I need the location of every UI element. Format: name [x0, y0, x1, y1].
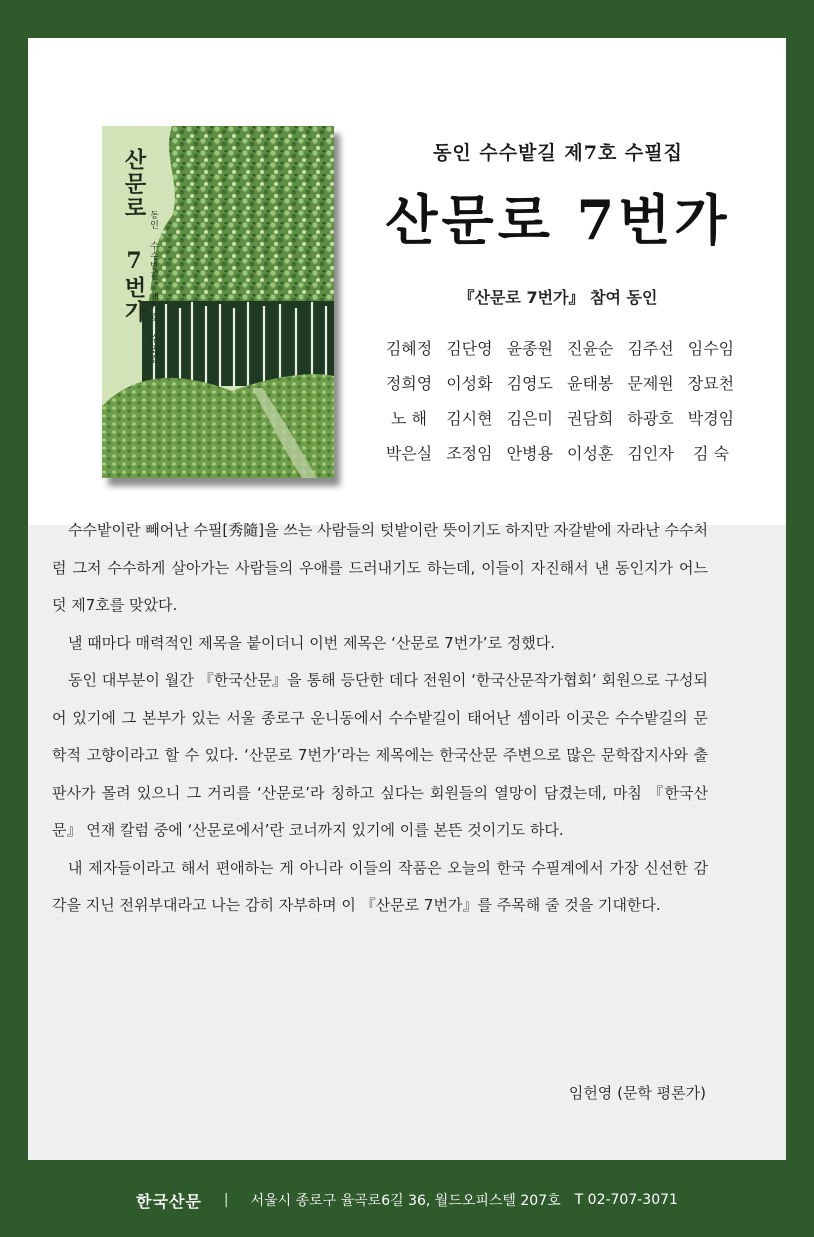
member-name: 김시현	[446, 409, 493, 428]
footer	[0, 1180, 814, 1220]
member-name: 김은미	[506, 409, 553, 428]
review-paragraph: 내 제자들이라고 해서 편애하는 게 아니라 이들의 작품은 오늘의 한국 수필계에서 가장 신선한 감각을 지닌 전위부대라고 나는 감히 자부하며 이 『산문로 7번가』를 주목해 줄 것을 기대한다.	[52, 858, 708, 914]
member-name: 김혜정	[385, 339, 433, 358]
member-name: 윤종원	[506, 339, 553, 358]
review-paragraph: 수수밭이란 빼어난 수필[秀隨]을 쓰는 사람들의 텃밭이란 뜻이기도 하지만 자갈밭에 자라난 수수처럼 그저 수수하게 살아가는 사람들의 우애를 드러내기도 하는데, 이들이 자진해서 낸 동인지가 어느덧 제7호를 맞았다.	[52, 521, 709, 614]
member-name: 이성훈	[566, 444, 614, 463]
member-name: 진윤순	[566, 339, 614, 358]
member-name: 하광호	[627, 409, 674, 428]
page-title: 산문로 7번가	[385, 188, 731, 252]
collection-subtitle: 동인 수수밭길 제7호 수필집	[433, 142, 683, 164]
review-paragraph: 낼 때마다 매력적인 제목을 붙이더니 이번 제목은 ‘산문로 7번가’로 정했다.	[68, 633, 555, 652]
review-author: 임헌영 (문학 평론가)	[568, 1084, 706, 1102]
book-cover	[102, 126, 334, 478]
member-name: 문제원	[627, 374, 674, 393]
member-name: 권담희	[566, 409, 614, 428]
member-name: 정희영	[385, 374, 433, 393]
member-name: 박은실	[385, 444, 433, 463]
members-heading: 『산문로 7번가』 참여 동인	[458, 288, 658, 307]
member-name: 안병용	[506, 444, 553, 463]
publisher-logo: 한국산문	[136, 1191, 202, 1211]
member-name: 이성화	[446, 374, 493, 393]
members-list	[380, 336, 740, 476]
member-name: 박경임	[687, 409, 735, 428]
member-name: 김주선	[627, 339, 674, 358]
members-row	[380, 441, 740, 476]
footer-phone: T 02-707-3071	[574, 1192, 678, 1208]
book-cover-title: 산문로 7번가	[121, 148, 147, 324]
review-paragraph: 동인 대부분이 월간 『한국산문』을 통해 등단한 데다 전원이 ‘한국산문작가협회’ 회원으로 구성되어 있기에 그 본부가 있는 서울 종로구 운니동에서 수수밭길이 태어난 셈이라 이곳은 수수밭길의 문학적 고향이라고 할 수 있다. ‘산문로 7번가’라는 제목에는 한국산문 주변으로 많은 문학잡지사와 출판사가 몰려 있으니 그 거리를 ‘산문로’라 칭하고 싶다는 회원들의 열망이 담겼는데, 마침 『한국산문』 연재 칼럼 중에 ‘산문로에서’란 코너까지 있기에 이를 본뜬 것이기도 하다.	[52, 671, 708, 839]
footer-separator: |	[223, 1192, 229, 1208]
member-name: 김영도	[506, 374, 553, 393]
footer-address: 서울시 종로구 율곡로6길 36, 월드오피스텔 207호	[250, 1193, 561, 1209]
book-cover-subtitle: 동인 수수밭길 제7호 수필집	[148, 210, 158, 364]
review-body	[52, 512, 708, 925]
member-name: 김인자	[627, 444, 674, 463]
member-name: 조정임	[446, 444, 493, 463]
members-row	[380, 336, 740, 371]
member-name: 임수임	[687, 339, 735, 358]
members-row	[380, 406, 740, 441]
member-name: 장묘천	[687, 374, 735, 393]
header-section	[28, 38, 786, 525]
member-name: 김 숙	[692, 444, 729, 463]
members-row	[380, 371, 740, 406]
member-name: 노 해	[391, 409, 427, 428]
member-name: 김단영	[446, 339, 493, 358]
member-name: 윤태봉	[566, 374, 614, 393]
